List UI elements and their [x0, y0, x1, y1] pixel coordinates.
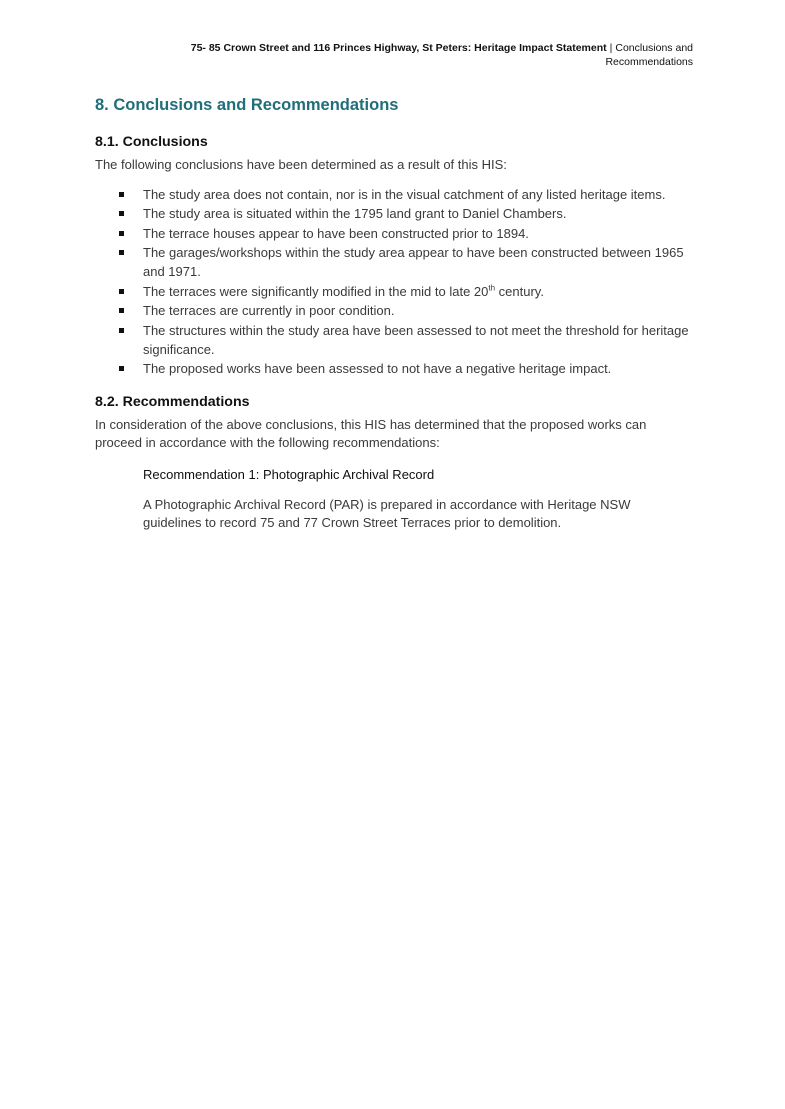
bullet-square-icon: [119, 289, 124, 294]
section-heading: 8. Conclusions and Recommendations: [95, 96, 399, 114]
list-item-text: The structures within the study area have been assessed to not meet the threshold for heritage significance.: [143, 322, 689, 357]
recommendation-1: [143, 466, 690, 533]
conclusions-heading: 8.1. Conclusions: [95, 134, 208, 150]
list-item-text: The terraces are currently in poor condition.: [143, 303, 395, 318]
list-item-text: The garages/workshops within the study area appear to have been constructed between 1965 and 1971.: [143, 245, 684, 279]
list-item: [95, 185, 690, 204]
header-section-name: Conclusions and: [615, 42, 693, 54]
header-separator: |: [609, 42, 613, 54]
header-section-name-cont: Recommendations: [605, 56, 693, 68]
running-header: [133, 41, 693, 69]
conclusions-list: [95, 185, 690, 379]
list-item: [95, 321, 690, 359]
list-item-text-part: The terraces were significantly modified in the mid to late 20: [143, 283, 489, 299]
recommendations-heading: 8.2. Recommendations: [95, 393, 250, 410]
recommendation-title: Recommendation 1: Photographic Archival Record: [143, 466, 435, 482]
list-item-text: The proposed works have been assessed to not have a negative heritage impact.: [143, 361, 612, 376]
list-item-text: The terrace houses appear to have been constructed prior to 1894.: [143, 225, 529, 241]
bullet-square-icon: [119, 366, 124, 371]
ordinal-superscript: th: [488, 283, 496, 293]
bullet-square-icon: [119, 192, 124, 197]
list-item-text: The study area is situated within the 1795 land grant to Daniel Chambers.: [143, 206, 567, 221]
list-item: [95, 204, 690, 223]
bullet-square-icon: [119, 328, 124, 333]
recommendations-intro: In consideration of the above conclusions, this HIS has determined that the proposed works can proceed in accordance with the following recommendations:: [95, 416, 647, 450]
list-item-text: The study area does not contain, nor is in the visual catchment of any listed heritage items.: [143, 186, 666, 202]
main-content: [95, 94, 690, 533]
bullet-square-icon: [119, 231, 124, 236]
list-item: [95, 301, 690, 320]
bullet-square-icon: [119, 211, 124, 216]
list-item: [95, 243, 690, 281]
recommendation-text: A Photographic Archival Record (PAR) is prepared in accordance with Heritage NSW guidelines to record 75 and 77 Crown Street Terraces prior to demolition.: [143, 496, 631, 530]
list-item: [95, 282, 690, 301]
header-document-title: 75- 85 Crown Street and 116 Princes Highway, St Peters: Heritage Impact Statement: [190, 42, 607, 54]
spacer: [95, 379, 690, 393]
list-item: [95, 359, 690, 378]
bullet-square-icon: [119, 250, 124, 255]
conclusions-intro: The following conclusions have been determined as a result of this HIS:: [95, 157, 507, 172]
bullet-square-icon: [119, 308, 124, 313]
list-item: [95, 224, 690, 243]
list-item-text-part: century.: [495, 283, 544, 299]
